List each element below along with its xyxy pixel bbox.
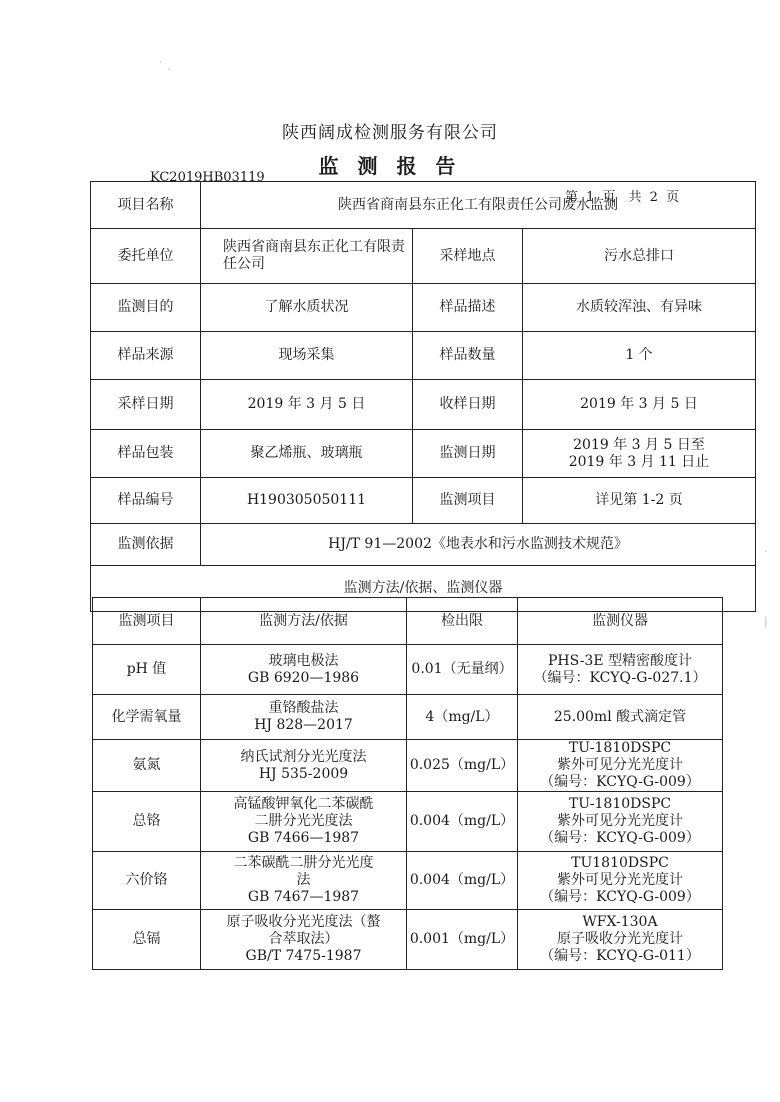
client-value: 陕西省商南县东正化工有限责任公司 <box>201 229 413 284</box>
item-ammonia: 氨氮 <box>93 740 201 792</box>
instrument-line: PHS-3E 型精密酸度计 <box>547 652 693 669</box>
method-line: 玻璃电极法 <box>268 652 339 669</box>
purpose-value: 了解水质状况 <box>201 284 413 332</box>
item-total-chromium: 总铬 <box>93 792 201 852</box>
table-header-row <box>93 598 723 645</box>
basis-value: HJ/T 91—2002《地表水和污水监测技术规范》 <box>201 524 756 566</box>
method-line: 二肼分光光度法 <box>254 813 353 829</box>
sampling-date-label: 采样日期 <box>91 380 201 430</box>
source-value: 现场采集 <box>201 332 413 380</box>
method-line: 纳氏试剂分光光度法 <box>240 748 367 765</box>
scan-mark: · <box>764 545 768 558</box>
sampling-site-value: 污水总排口 <box>523 229 756 284</box>
limit-cell: 4（mg/L） <box>407 695 518 740</box>
project-name-label: 项目名称 <box>91 182 201 229</box>
receive-date-label: 收样日期 <box>413 380 523 430</box>
instrument-cell <box>518 695 723 740</box>
quantity-value: 1 个 <box>523 332 756 380</box>
method-cell <box>201 910 407 970</box>
method-line: 合萃取法） <box>268 931 339 947</box>
document-number: KC2019HB03119 <box>150 170 265 185</box>
methods-table <box>92 597 723 970</box>
column-header-method: 监测方法/依据 <box>201 598 407 645</box>
table-row <box>93 740 723 792</box>
limit-cell: 0.004（mg/L） <box>407 852 518 910</box>
sample-desc-label: 样品描述 <box>413 284 523 332</box>
sample-no-label: 样品编号 <box>91 478 201 524</box>
table-row <box>91 182 756 229</box>
instrument-line: 紫外可见分光光度计 <box>557 813 683 829</box>
instrument-line: 紫外可见分光光度计 <box>557 757 683 773</box>
quantity-label: 样品数量 <box>413 332 523 380</box>
sampling-site-label: 采样地点 <box>413 229 523 284</box>
method-line: HJ 828—2017 <box>254 717 353 733</box>
instrument-line: 25.00ml 酸式滴定管 <box>553 708 687 725</box>
method-line: GB 7466—1987 <box>247 830 360 846</box>
method-line: 法 <box>296 872 311 888</box>
client-label: 委托单位 <box>91 229 201 284</box>
instrument-line: TU-1810DSPC <box>568 740 672 756</box>
table-row <box>93 910 723 970</box>
limit-cell: 0.001（mg/L） <box>407 910 518 970</box>
method-line: 二苯碳酰二肼分光光度 <box>233 855 374 871</box>
table-row <box>93 695 723 740</box>
limit-cell: 0.01（无量纲） <box>407 645 518 695</box>
method-line: HJ 535-2009 <box>258 765 349 782</box>
instrument-line: TU1810DSPC <box>571 855 669 871</box>
sampling-date-value: 2019 年 3 月 5 日 <box>201 380 413 430</box>
instrument-cell <box>518 645 723 695</box>
method-cell <box>201 740 407 792</box>
method-line: GB 6920—1986 <box>247 669 360 686</box>
column-header-limit: 检出限 <box>407 598 518 645</box>
method-line: 重铬酸盐法 <box>268 700 339 716</box>
instrument-line: TU-1810DSPC <box>568 796 672 812</box>
instrument-line: （编号：KCYQ-G-009） <box>540 830 700 846</box>
instrument-line: （编号：KCYQ-G-009） <box>540 774 700 790</box>
instrument-line: （编号：KCYQ-G-027.1） <box>533 669 707 686</box>
instrument-line: WFX-130A <box>582 914 658 930</box>
table-row <box>93 792 723 852</box>
instrument-line: （编号：KCYQ-G-011） <box>540 948 700 964</box>
report-title: 监 测 报 告 <box>318 154 462 178</box>
limit-cell: 0.004（mg/L） <box>407 792 518 852</box>
purpose-label: 监测目的 <box>91 284 201 332</box>
packaging-value: 聚乙烯瓶、玻璃瓶 <box>201 430 413 478</box>
table-row <box>91 380 756 430</box>
table-row <box>91 430 756 478</box>
table-row <box>91 524 756 566</box>
table-row <box>93 852 723 910</box>
scan-mark: | <box>764 615 768 628</box>
packaging-label: 样品包装 <box>91 430 201 478</box>
instrument-cell <box>518 852 723 910</box>
methods-section-heading: 监测方法/依据、监测仪器 <box>91 566 756 612</box>
table-row <box>91 229 756 284</box>
receive-date-value: 2019 年 3 月 5 日 <box>523 380 756 430</box>
method-cell <box>201 695 407 740</box>
item-ph: pH 值 <box>93 645 201 695</box>
method-line: 高锰酸钾氧化二苯碳酰 <box>233 796 374 812</box>
instrument-line: 紫外可见分光光度计 <box>557 872 683 888</box>
test-items-label: 监测项目 <box>413 478 523 524</box>
table-row <box>93 645 723 695</box>
project-name-value: 陕西省商南县东正化工有限责任公司废水监测 <box>201 182 756 229</box>
source-label: 样品来源 <box>91 332 201 380</box>
instrument-line: 原子吸收分光光度计 <box>557 931 683 947</box>
item-hexavalent-chromium: 六价铬 <box>93 852 201 910</box>
item-cod: 化学需氧量 <box>93 695 201 740</box>
table-row <box>91 284 756 332</box>
method-line: 原子吸收分光光度法（螯 <box>226 914 381 930</box>
table-row <box>91 332 756 380</box>
test-items-value: 详见第 1-2 页 <box>523 478 756 524</box>
method-line: GB/T 7475-1987 <box>245 948 362 964</box>
column-header-instrument: 监测仪器 <box>518 598 723 645</box>
scan-mark: ˙ . <box>158 60 171 73</box>
test-date-end: 2019 年 3 月 11 日止 <box>568 453 710 470</box>
test-date-start: 2019 年 3 月 5 日至 <box>573 436 705 453</box>
sample-info-table <box>90 181 756 612</box>
sample-no-value: H190305050111 <box>201 478 413 524</box>
item-total-cadmium: 总镉 <box>93 910 201 970</box>
instrument-cell <box>518 740 723 792</box>
method-line: GB 7467—1987 <box>247 889 360 905</box>
instrument-cell <box>518 910 723 970</box>
instrument-line: （编号：KCYQ-G-009） <box>540 889 700 905</box>
limit-cell: 0.025（mg/L） <box>407 740 518 792</box>
method-cell <box>201 792 407 852</box>
method-cell <box>201 852 407 910</box>
company-name: 陕西阔成检测服务有限公司 <box>282 123 498 143</box>
instrument-cell <box>518 792 723 852</box>
test-date-value <box>523 430 756 478</box>
method-cell <box>201 645 407 695</box>
sample-desc-value: 水质较浑浊、有异味 <box>523 284 756 332</box>
page-info: 第 1 页 共 2 页 <box>565 190 680 205</box>
test-date-label: 监测日期 <box>413 430 523 478</box>
basis-label: 监测依据 <box>91 524 201 566</box>
table-row <box>91 478 756 524</box>
column-header-item: 监测项目 <box>93 598 201 645</box>
